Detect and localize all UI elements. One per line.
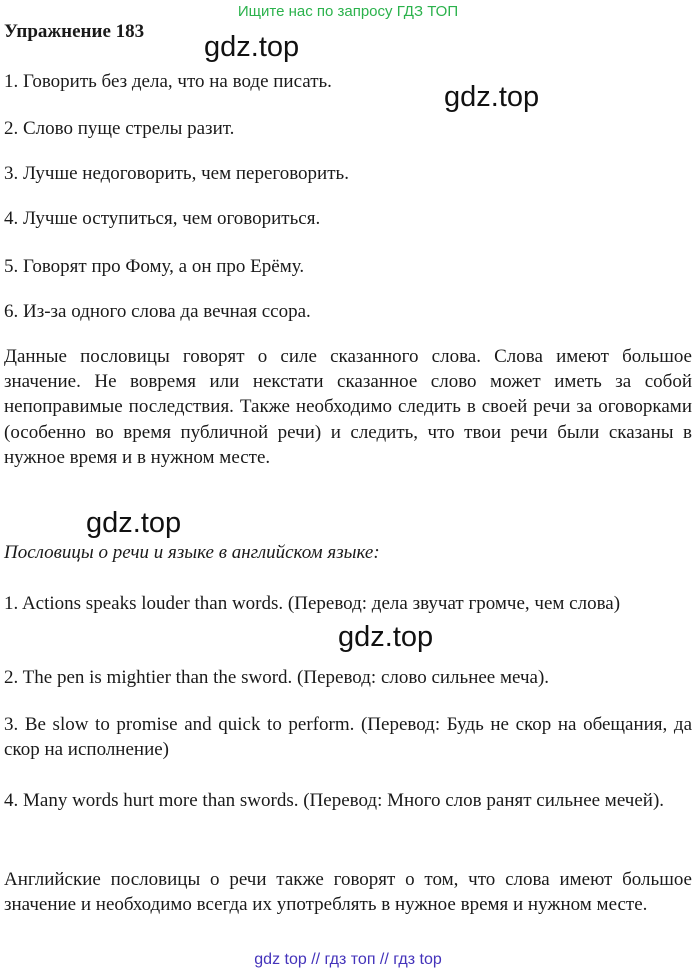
watermark: gdz.top (444, 81, 540, 113)
paragraph-english-summary: Английские пословицы о речи также говорят о том, что слова имеют большое значение и необходимо всегда их употреблять в нужное время и нужном месте. (4, 869, 692, 916)
russian-proverb-item: 4. Лучше оступиться, чем оговориться. (4, 208, 321, 229)
english-proverb-item: 3. Be slow to promise and quick to perform. (Перевод: Будь не скор на обещания, да скор на исполнение) (4, 714, 692, 761)
watermark: gdz.top (86, 507, 182, 539)
exercise-title: Упражнение 183 (4, 21, 145, 42)
english-proverb-item: 2. The pen is mightier than the sword. (Перевод: слово сильнее меча). (4, 667, 550, 688)
bottom-banner: gdz top // гдз топ // гдз top (254, 951, 442, 968)
section-title-english-proverbs: Пословицы о речи и языке в английском языке: (4, 542, 380, 563)
russian-proverb-item: 3. Лучше недоговорить, чем переговорить. (4, 163, 349, 184)
watermark: gdz.top (338, 621, 434, 653)
top-banner: Ищите нас по запросу ГДЗ ТОП (237, 3, 459, 20)
paragraph-russian-summary: Данные пословицы говорят о силе сказанного слова. Слова имеют большое значение. Не вовремя или некстати сказанное слово может иметь за собой непоправимые последствия. Также необходимо следить в своей речи за оговорками (особенно во время публичной речи) и следить, что твои речи были сказаны в нужное время и в нужном месте. (4, 346, 692, 468)
russian-proverb-item: 5. Говорят про Фому, а он про Ерёму. (4, 256, 305, 277)
watermark: gdz.top (204, 31, 300, 63)
russian-proverb-item: 1. Говорить без дела, что на воде писать. (4, 71, 332, 92)
russian-proverb-item: 2. Слово пуще стрелы разит. (4, 118, 235, 139)
english-proverb-item: 4. Many words hurt more than swords. (Перевод: Много слов ранят сильнее мечей). (4, 790, 665, 811)
english-proverb-item: 1. Actions speaks louder than words. (Перевод: дела звучат громче, чем слова) (4, 593, 621, 614)
russian-proverb-item: 6. Из-за одного слова да вечная ссора. (4, 301, 311, 322)
